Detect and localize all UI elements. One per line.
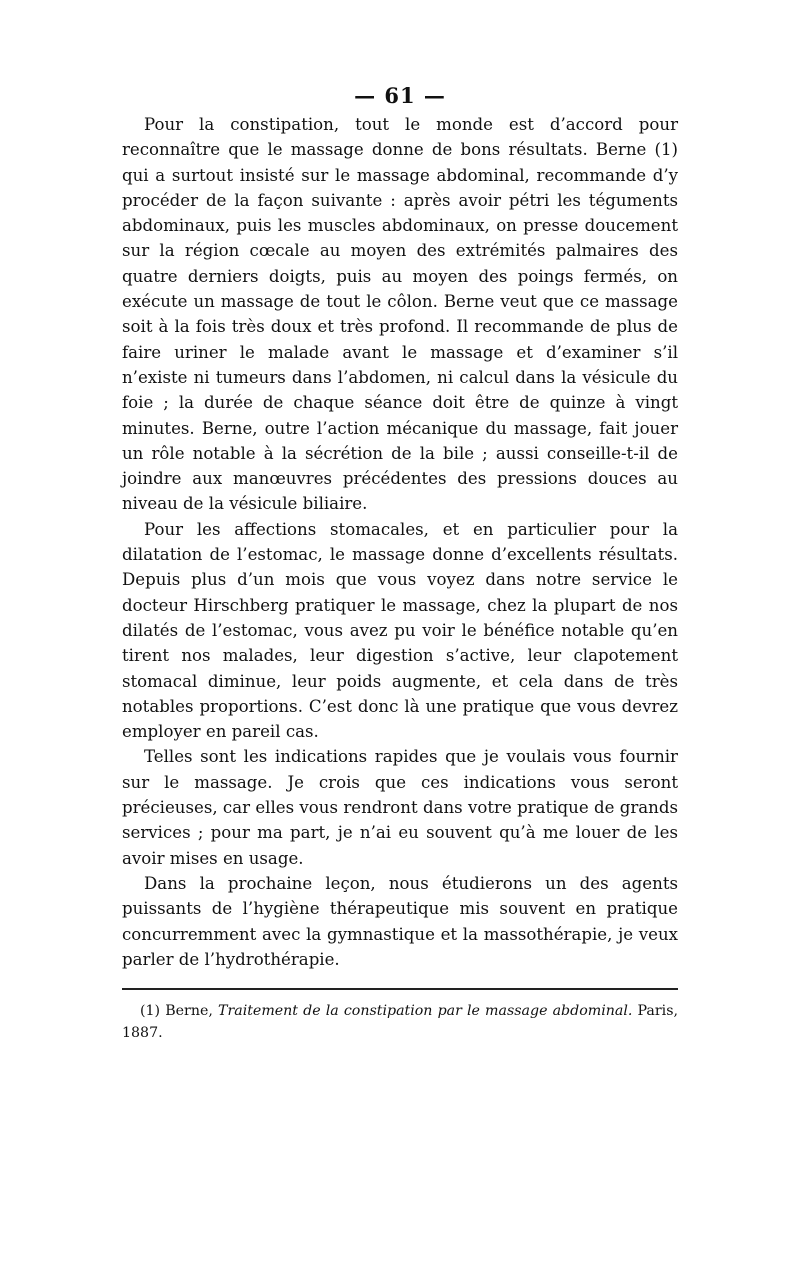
footnote-divider bbox=[122, 988, 678, 990]
footnote bbox=[122, 1000, 678, 1044]
paragraph-next-lesson: Dans la prochaine leçon, nous étudierons un des agents puissants de l’hygiène thérapeutique mis souvent en pratique concurremment avec la gymnastique et la massothérapie, je veux parler de l’hydrothérapie. bbox=[122, 873, 678, 969]
paragraph-stomach: Pour les affections stomacales, et en particulier pour la dilatation de l’estomac, le massage donne d’excellents résultats. Depuis plus d’un mois que vous voyez dans notre service le docteur Hirschberg pratiquer le massage, chez la plupart de nos dilatés de l’estomac, vous avez pu voir le bénéfice notable qu’en tirent nos malades, leur digestion s’active, leur clapotement stomacal diminue, leur poids augmente, et cela dans de très notables proportions. C’est donc là une pratique que vous devrez employer en pareil cas. bbox=[122, 519, 678, 742]
book-page bbox=[122, 80, 678, 1044]
paragraph-conclusion: Telles sont les indications rapides que je voulais vous fournir sur le massage. Je crois que ces indications vous seront précieuses, car elles vous rendront dans votre pratique de grands services ; pour ma part, je n’ai eu souvent qu’à me louer de les avoir mises en usage. bbox=[122, 747, 678, 868]
body-text bbox=[122, 112, 678, 972]
footnote-title: Traitement de la constipation par le massage abdominal. bbox=[217, 1003, 633, 1020]
footnote-marker: (1) Berne, bbox=[140, 1003, 218, 1020]
footnote-imprint: Paris, 1887. bbox=[122, 1003, 678, 1042]
paragraph-constipation: Pour la constipation, tout le monde est d’accord pour reconnaître que le massage donne de bons résultats. Berne (1) qui a surtout insisté sur le massage abdominal, recommande d’y procéder de la façon suivante : après avoir pétri les téguments abdominaux, puis les muscles abdominaux, on presse doucement sur la région cœcale au moyen des extrémités palmaires des quatre derniers doigts, puis au moyen des poings fermés, on exécute un massage de tout le côlon. Berne veut que ce massage soit à la fois très doux et très profond. Il recommande de plus de faire uriner le malade avant le massage et d’examiner s’il n’existe ni tumeurs dans l’abdomen, ni calcul dans la vésicule du foie ; la durée de chaque séance doit être de quinze à vingt minutes. Berne, outre l’action mécanique du massage, fait jouer un rôle notable à la sécrétion de la bile ; aussi conseille-t-il de joindre aux manœuvres précédentes des pressions douces au niveau de la vésicule biliaire. bbox=[122, 115, 678, 514]
page-number: — 61 — bbox=[354, 83, 446, 108]
